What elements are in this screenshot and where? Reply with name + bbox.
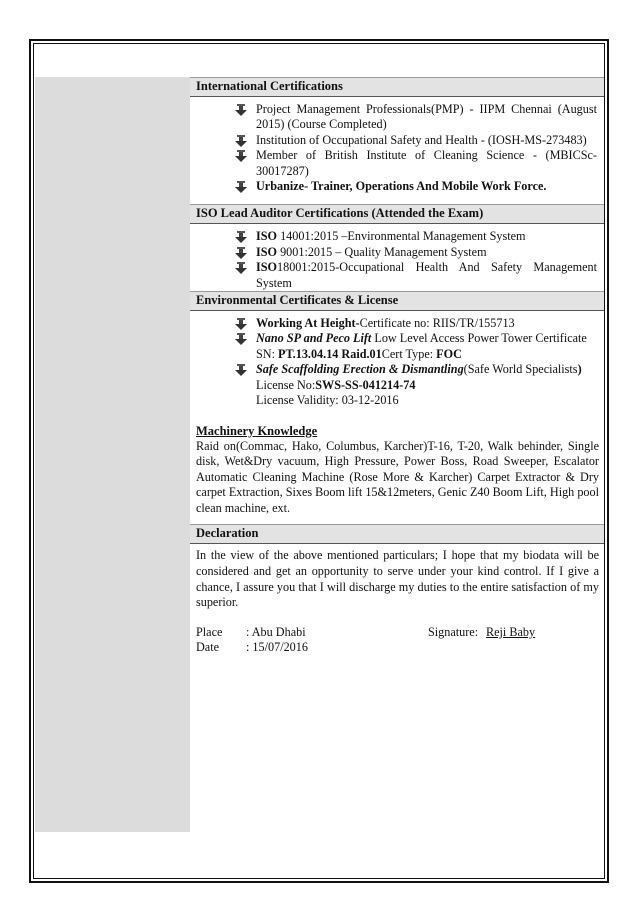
- list-item-text: (Safe World Specialists: [463, 362, 578, 377]
- list-item: [256, 245, 597, 260]
- date-label: Date: [196, 640, 220, 655]
- sidebar-panel: [35, 77, 190, 832]
- arrow-bullet-icon: [234, 104, 248, 116]
- license-number-line: [256, 378, 597, 393]
- declaration-text: In the view of the above mentioned particulars; I hope that my biodata will be considered and get an opportunity to serve under your kind control. If I give a chance, I assure you that I will discharge my duties to the entire satisfaction of my superior.: [196, 548, 599, 610]
- list-item: [256, 102, 597, 133]
- arrow-bullet-icon: [234, 231, 248, 243]
- license-label: License No:: [256, 377, 316, 392]
- arrow-bullet-icon: [234, 150, 248, 162]
- list-item-text: 9001:2015 – Quality Management System: [277, 244, 487, 259]
- arrow-bullet-icon: [234, 318, 248, 330]
- list-item: [256, 316, 597, 331]
- license-number: SWS-SS-041214-74: [315, 377, 416, 392]
- arrow-bullet-icon: [234, 135, 248, 147]
- list-item-text: 18001:2015-Occupational Health And Safety Management System: [256, 260, 597, 290]
- list-item: [256, 133, 597, 148]
- list-item: [256, 148, 597, 179]
- iso-certifications-heading: ISO Lead Auditor Certifications (Attended the Exam): [190, 204, 604, 224]
- international-certifications-heading: International Certifications: [190, 77, 604, 97]
- place-row: [190, 625, 605, 641]
- machinery-section: [190, 409, 605, 439]
- cert-type-label: Cert Type:: [381, 346, 437, 361]
- license-validity: License Validity: 03-12-2016: [256, 393, 399, 408]
- nano-sp-label: Nano SP and Peco Lift: [256, 331, 372, 346]
- signature-value: Reji Baby: [486, 624, 536, 639]
- international-certifications-list: [190, 97, 605, 194]
- signature-label: Signature:: [428, 624, 479, 639]
- iso-label: ISO: [256, 229, 278, 244]
- iso-label: ISO: [256, 244, 278, 259]
- arrow-bullet-icon: [234, 333, 248, 345]
- declaration-heading: Declaration: [190, 524, 604, 544]
- list-item-text: 14001:2015 –Environmental Management System: [277, 229, 526, 244]
- arrow-bullet-icon: [234, 262, 248, 274]
- list-item: [256, 179, 597, 194]
- arrow-bullet-icon: [234, 247, 248, 259]
- list-item: [256, 362, 597, 408]
- list-item-text: Institution of Occupational Safety and Health - (IOSH-MS-273483): [256, 132, 587, 147]
- place-label: Place: [196, 624, 223, 639]
- arrow-bullet-icon: [234, 364, 248, 376]
- serial-number: PT.13.04.14 Raid.01: [278, 346, 382, 361]
- list-item: [256, 331, 597, 362]
- place-value: : Abu Dhabi: [246, 624, 306, 639]
- machinery-heading: Machinery Knowledge: [196, 423, 318, 438]
- date-value: : 15/07/2016: [246, 640, 308, 655]
- machinery-text: Raid on(Commac, Hako, Columbus, Karcher)T-16, T-20, Walk behinder, Single disk, Wet&Dry vacuum, High Pressure, Power Boss, Road Sweeper, Escalator Automatic Cleaning Machine (Rose More & Karcher) Carpet Extractor & Dry carpet Extraction, Sixes Boom lift 15&12meters, Genic Z40 Boom Lift, High pool clean machine, ext.: [196, 438, 599, 515]
- iso-certifications-list: [190, 224, 605, 291]
- signature-block: [190, 625, 605, 656]
- arrow-bullet-icon: [234, 181, 248, 193]
- list-item-text: Member of British Institute of Cleaning Science - (MBICSc-30017287): [256, 148, 597, 178]
- list-item: [256, 229, 597, 244]
- list-item-text: Certificate no: RIIS/TR/155713: [359, 316, 515, 331]
- iso-label: ISO: [256, 260, 278, 275]
- environmental-certificates-heading: Environmental Certificates & License: [190, 291, 604, 311]
- list-item-text: Urbanize- Trainer, Operations And Mobile Work Force.: [256, 179, 547, 194]
- list-item-text: Low Level Access Power Tower Certificate SN:: [256, 331, 587, 361]
- list-item: [256, 260, 597, 291]
- resume-content: [190, 77, 605, 656]
- closing-paren: ): [577, 362, 582, 377]
- date-row: [190, 640, 605, 656]
- cert-type-value: FOC: [436, 346, 462, 361]
- list-item-text: Project Management Professionals(PMP) - IIPM Chennai (August 2015) (Course Completed): [256, 102, 597, 132]
- environmental-certificates-list: [190, 311, 605, 408]
- scaffolding-label: Safe Scaffolding Erection & Dismantling: [256, 362, 464, 377]
- working-at-height-label: Working At Height-: [256, 316, 360, 331]
